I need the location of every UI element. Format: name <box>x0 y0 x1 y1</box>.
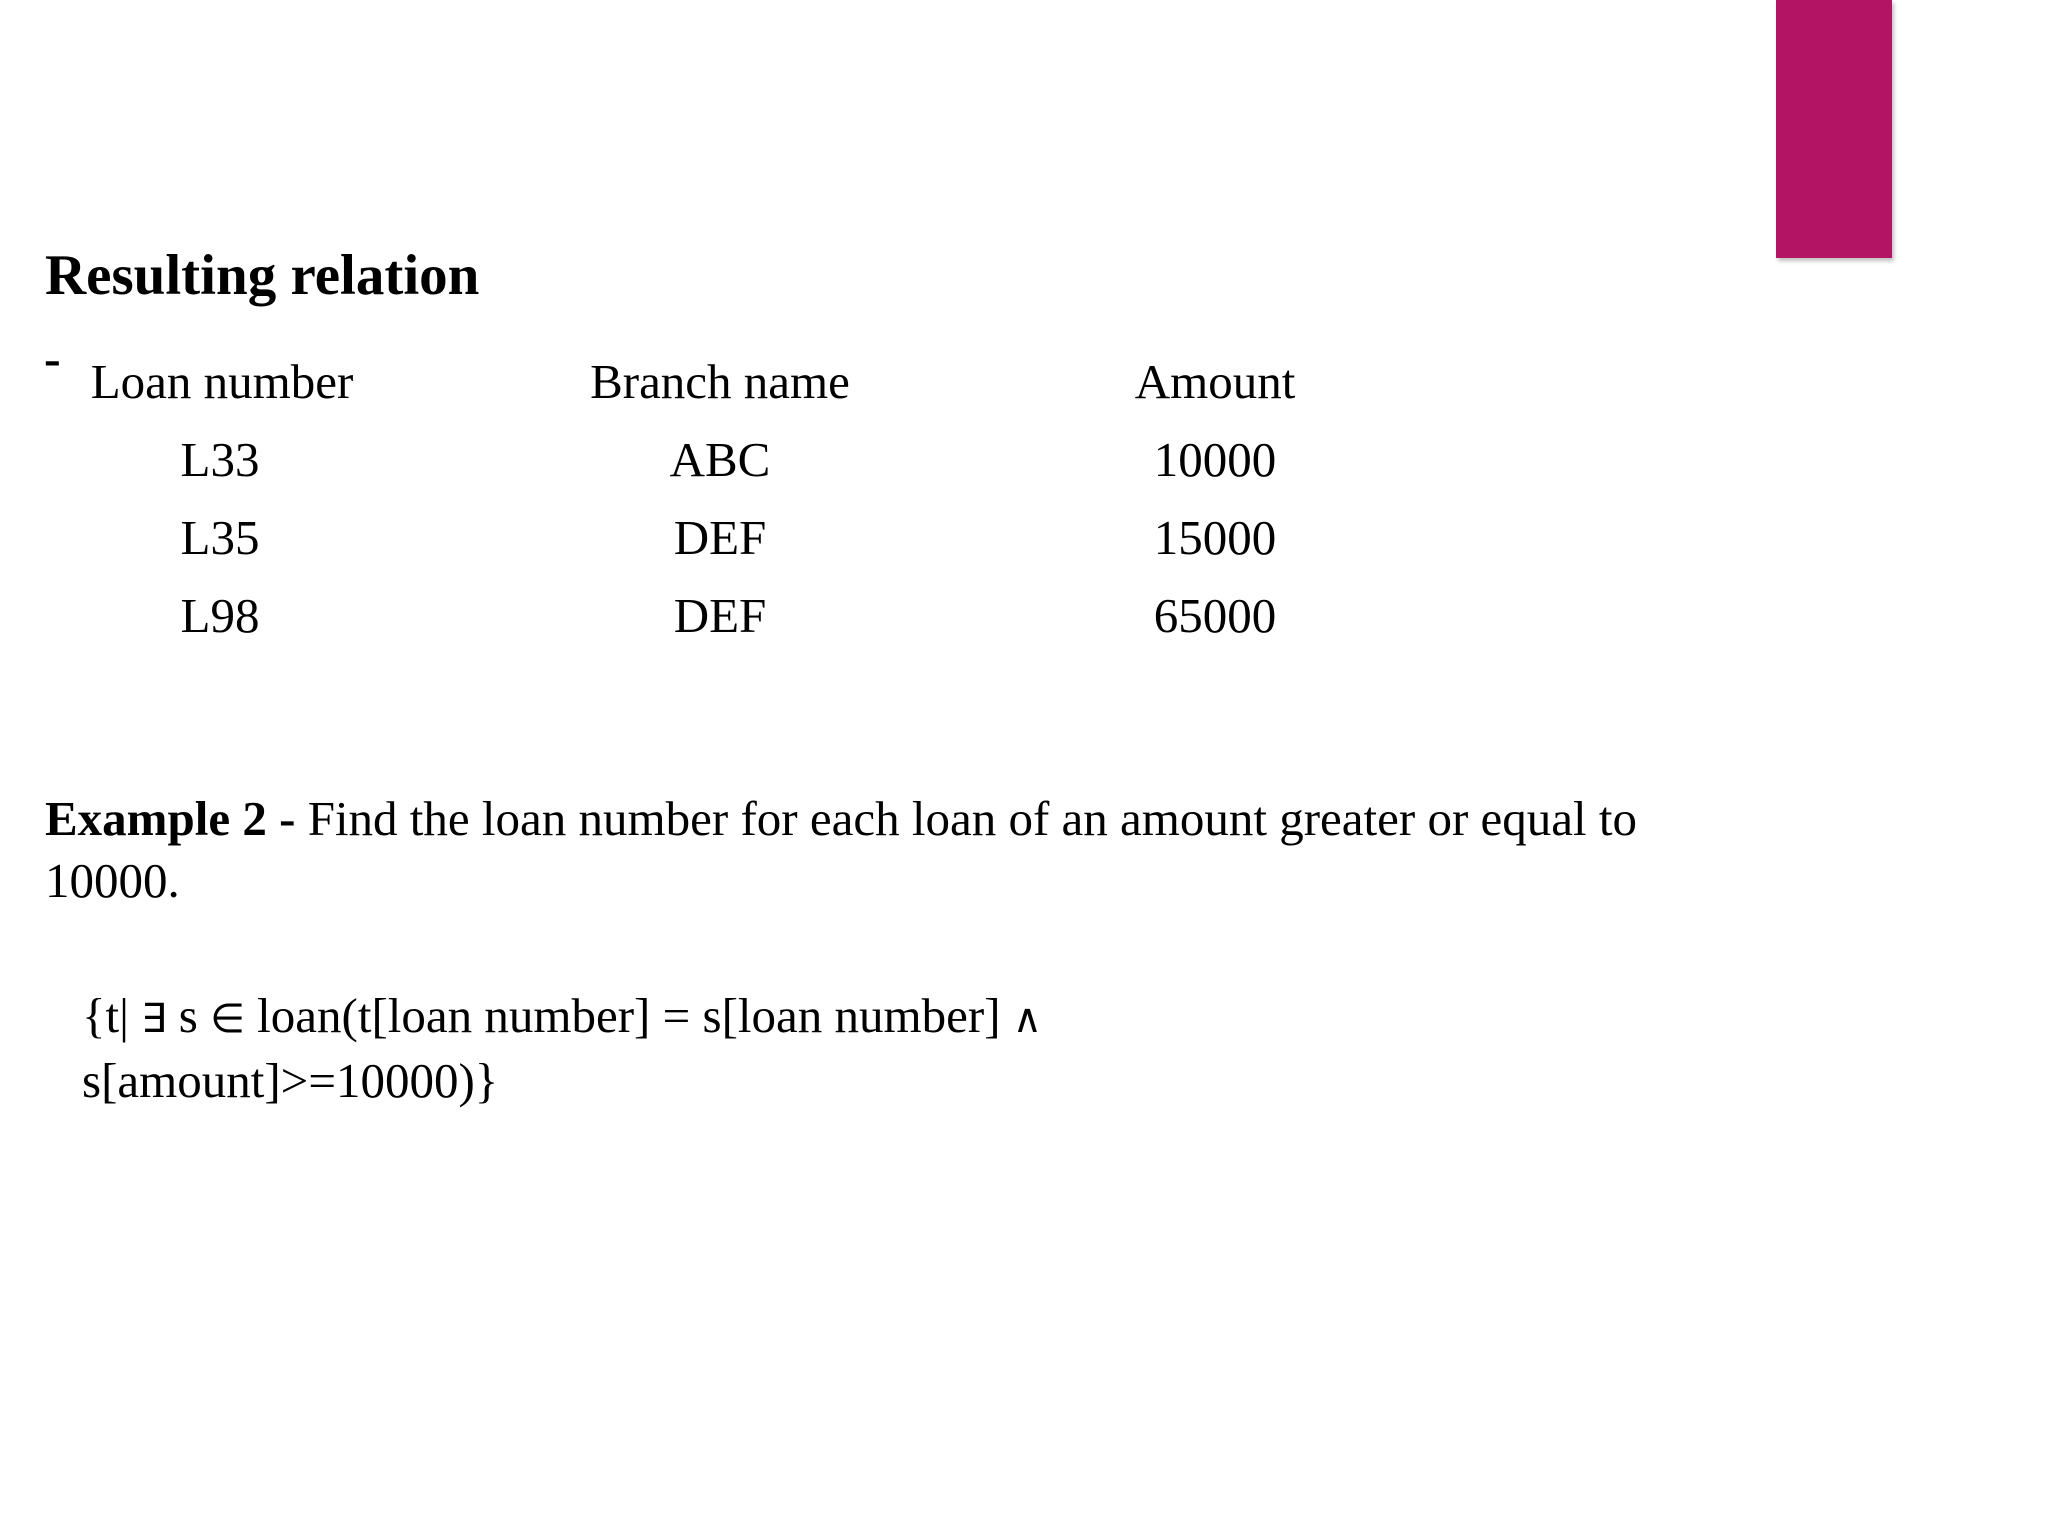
formula-line2: s[amount]>=10000)} <box>82 1053 499 1108</box>
element-of-symbol: ∈ <box>210 996 245 1042</box>
table-row <box>0 580 1400 652</box>
cell-loan-number: L33 <box>180 432 260 487</box>
formula-open: {t| <box>82 988 142 1043</box>
example-paragraph <box>45 788 1745 912</box>
cell-amount: 65000 <box>1153 588 1277 643</box>
slide-heading: Resulting relation <box>45 244 480 307</box>
example-label: Example 2 - <box>45 791 296 846</box>
header-branch-name: Branch name <box>590 354 850 409</box>
accent-bar <box>1776 0 1892 258</box>
header-amount: Amount <box>1134 354 1296 409</box>
cell-amount: 10000 <box>1153 432 1277 487</box>
tuple-calculus-formula <box>82 985 1382 1112</box>
exists-symbol: ∃ <box>141 996 167 1042</box>
table-header-row <box>0 346 1400 418</box>
formula-loan-clause: loan(t[loan number] = s[loan number] <box>244 988 1013 1043</box>
logical-and-symbol: ∧ <box>1012 996 1043 1042</box>
cell-loan-number: L35 <box>180 510 260 565</box>
cell-branch-name: DEF <box>673 588 767 643</box>
cell-branch-name: DEF <box>673 510 767 565</box>
formula-s-var: s <box>166 988 211 1043</box>
table-row <box>0 424 1400 496</box>
cell-branch-name: ABC <box>669 432 771 487</box>
cell-loan-number: L98 <box>180 588 260 643</box>
bullet-dash: - <box>44 330 61 386</box>
example-text: Find the loan number for each loan of an amount greater or equal to 10000. <box>45 791 1638 908</box>
header-loan-number: Loan number <box>90 354 354 409</box>
table-row <box>0 502 1400 574</box>
cell-amount: 15000 <box>1153 510 1277 565</box>
